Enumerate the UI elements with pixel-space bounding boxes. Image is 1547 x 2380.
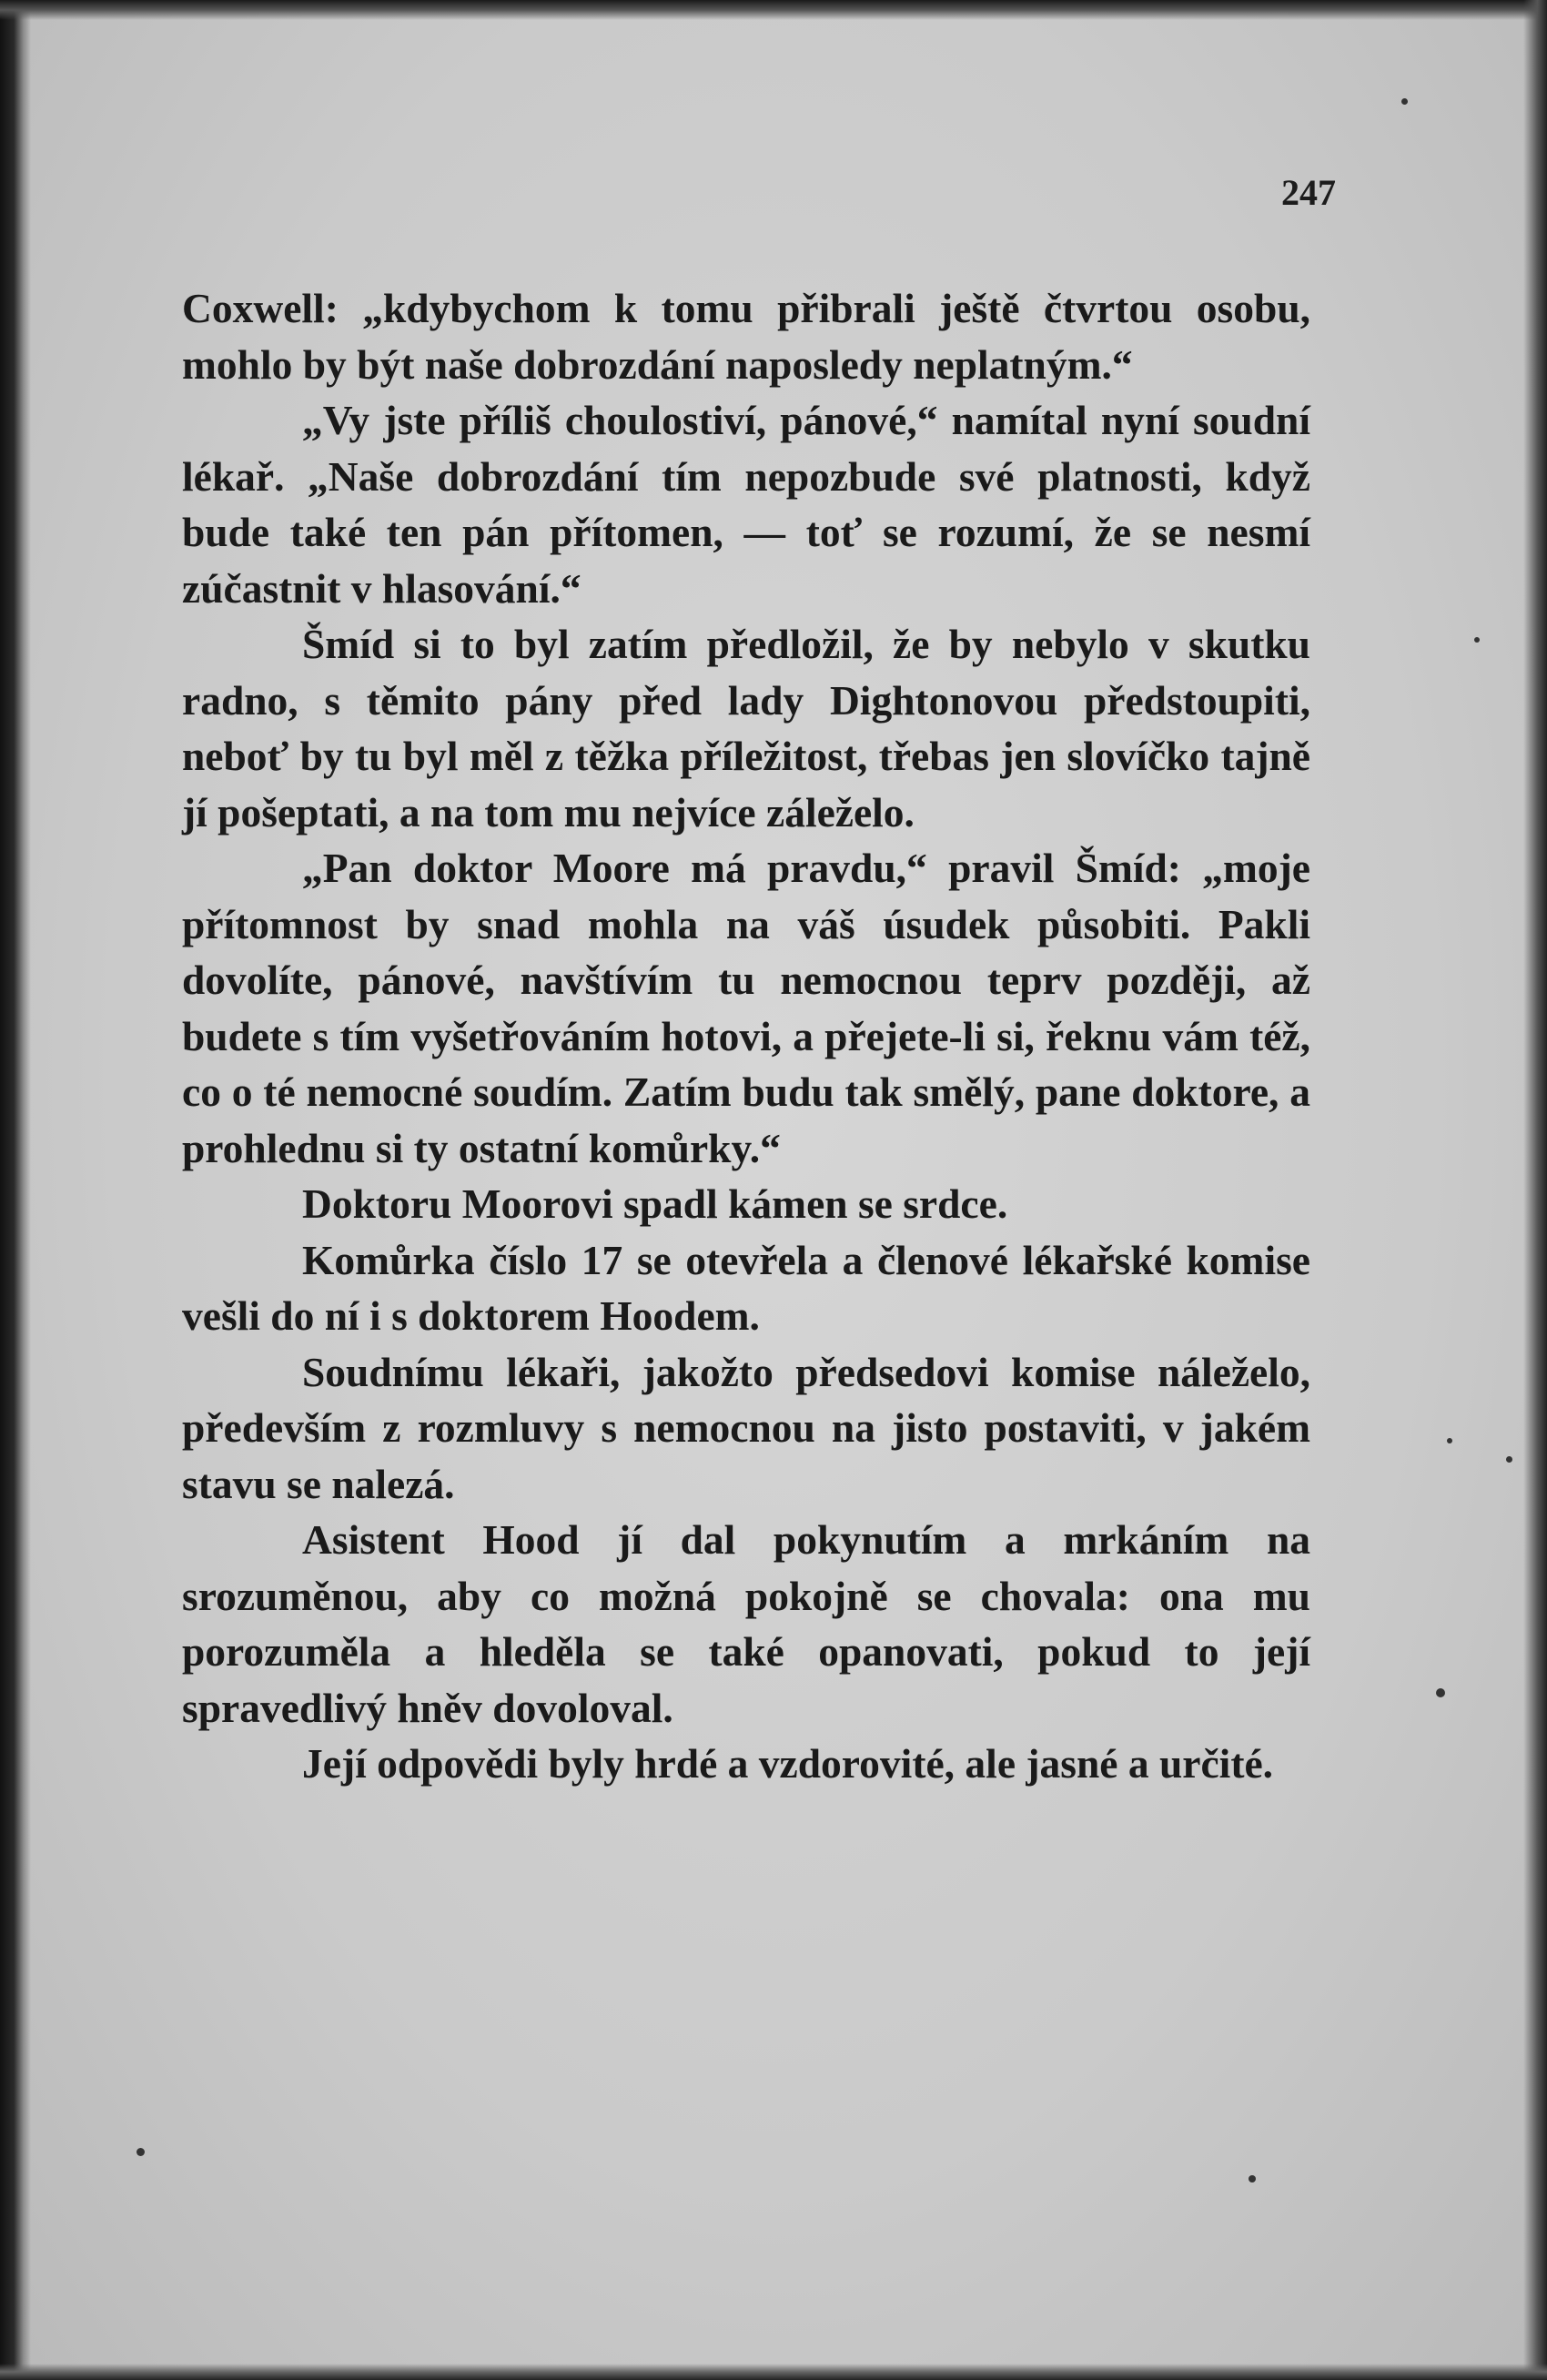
page-bottom-shadow [0,2364,1547,2380]
paragraph: „Vy jste příliš choulostiví, pánové,“ namítal nyní soudní lékař. „Naše dobrozdání tím nepozbude své platnosti, když bude také ten pán přítomen, — toť se rozumí, že se nesmí zúčastnit v hlasování.“ [182,397,1310,612]
dust-speck [1249,2175,1256,2183]
page-number: 247 [1281,172,1336,213]
paragraph: Soudnímu lékaři, jakožto předsedovi komise náleželo, především z rozmluvy s nemocnou na jisto postaviti, v jakém stavu se nalezá. [182,1348,1310,1507]
dust-speck [136,2148,145,2156]
paragraph: Asistent Hood jí dal pokynutím a mrkáním na srozuměnou, aby co možná pokojně se chovala: ona mu porozuměla a hleděla se také opanovati, pokud to její spravedlivý hněv dovoloval. [182,1516,1310,1731]
page-top-shadow [0,0,1547,20]
dust-speck [1436,1688,1445,1697]
paragraph: Její odpovědi byly hrdé a vzdorovité, ale jasné a určité. [302,1740,1274,1787]
dust-speck [1401,98,1408,105]
paragraph: Komůrka číslo 17 se otevřela a členové lékařské komise vešli do ní i s doktorem Hoodem. [182,1236,1310,1339]
paragraph: Coxwell: „kdybychom k tomu přibrali ještě čtvrtou osobu, mohlo by být naše dobrozdání naposledy neplatným.“ [182,285,1310,388]
page-left-shadow [0,0,31,2380]
dust-speck [1474,637,1480,643]
dust-speck [1447,1438,1452,1443]
dust-speck [1506,1456,1512,1463]
paragraph: Doktoru Moorovi spadl kámen se srdce. [302,1180,1008,1227]
paragraph: Šmíd si to byl zatím předložil, že by nebylo v skutku radno, s těmito pány před lady Dightonovou předstoupiti, neboť by tu byl měl z těžka příležitost, třebas jen slovíčko tajně jí pošeptati, a na tom mu nejvíce záleželo. [182,621,1310,836]
page-right-shadow [1523,0,1547,2380]
paragraph: „Pan doktor Moore má pravdu,“ pravil Šmíd: „moje přítomnost by snad mohla na váš úsudek působiti. Pakli dovolíte, pánové, navštívím tu nemocnou teprv později, až budete s tím vyšetřováním hotovi, a přejete-li si, řeknu vám též, co o té nemocné soudím. Zatím budu tak smělý, pane doktore, a prohlednu si ty ostatní komůrky.“ [182,845,1310,1171]
body-text [182,280,1310,1792]
